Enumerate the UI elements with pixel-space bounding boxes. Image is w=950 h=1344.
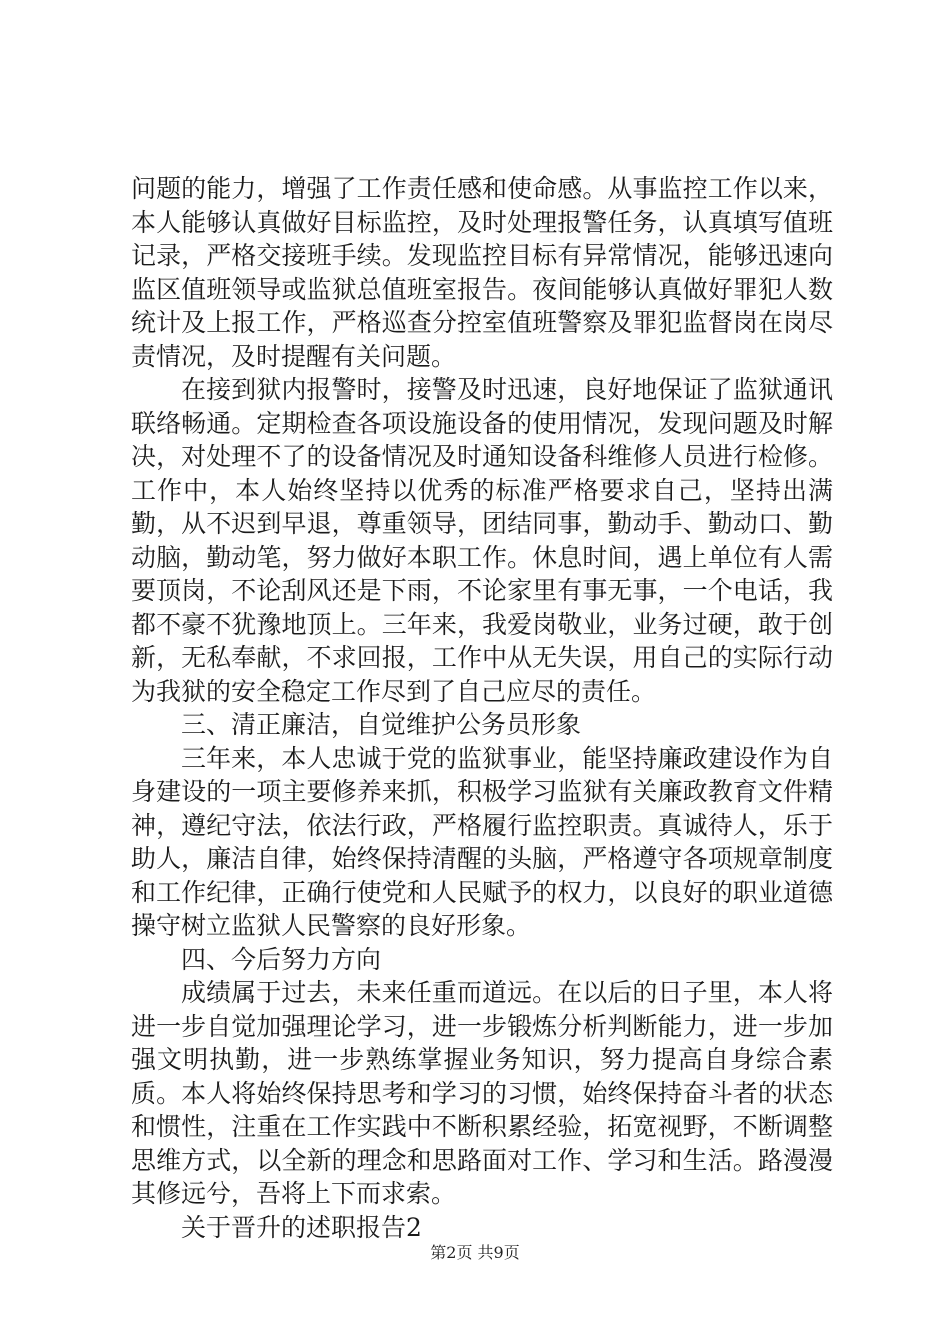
document-body — [131, 172, 833, 1244]
page-number-footer: 第2页 共9页 — [430, 1243, 520, 1262]
report-title-heading: 关于晋升的述职报告2 — [181, 1212, 422, 1242]
paragraph-body: 三年来，本人忠诚于党的监狱事业，能坚持廉政建设作为自身建设的一项主要修养来抓，积极学习监狱有关廉政教育文件精神，遵纪守法，依法行政，严格履行监控职责。真诚待人，乐于助人，廉洁自律，始终保持清醒的头脑，严格遵守各项规章制度和工作纪律，正确行使党和人民赋予的权力，以良好的职业道德操守树立监狱人民警察的良好形象。 — [131, 743, 833, 940]
paragraph-body: 成绩属于过去，未来任重而道远。在以后的日子里，本人将进一步自觉加强理论学习，进一步锻炼分析判断能力，进一步加强文明执勤，进一步熟练掌握业务知识，努力提高自身综合素质。本人将始终保持思考和学习的习惯，始终保持奋斗者的状态和惯性，注重在工作实践中不断积累经验，拓宽视野，不断调整思维方式，以全新的理念和思路面对工作、学习和生活。路漫漫其修远兮，吾将上下而求索。 — [131, 978, 833, 1208]
section-heading: 四、今后努力方向 — [181, 944, 382, 974]
paragraph-continued: 问题的能力，增强了工作责任感和使命感。从事监控工作以来，本人能够认真做好目标监控，及时处理报警任务，认真填写值班记录，严格交接班手续。发现监控目标有异常情况，能够迅速向监区值班领导或监狱总值班室报告。夜间能够认真做好罪犯人数统计及上报工作，严格巡查分控室值班警察及罪犯监督岗在岗尽责情况，及时提醒有关问题。 — [131, 174, 833, 371]
paragraph-body: 在接到狱内报警时，接警及时迅速，良好地保证了监狱通讯联络畅通。定期检查各项设施设备的使用情况，发现问题及时解决，对处理不了的设备情况及时通知设备科维修人员进行检修。工作中，本人始终坚持以优秀的标准严格要求自己，坚持出满勤，从不迟到早退，尊重领导，团结同事，勤动手、勤动口、勤动脑，勤动笔，努力做好本职工作。休息时间，遇上单位有人需要顶岗，不论刮风还是下雨，不论家里有事无事，一个电话，我都不豪不犹豫地顶上。三年来，我爱岗敬业，业务过硬，敢于创新，无私奉献，不求回报，工作中从无失误，用自己的实际行动为我狱的安全稳定工作尽到了自己应尽的责任。 — [131, 375, 833, 706]
section-heading: 三、清正廉洁，自觉维护公务员形象 — [181, 710, 582, 739]
